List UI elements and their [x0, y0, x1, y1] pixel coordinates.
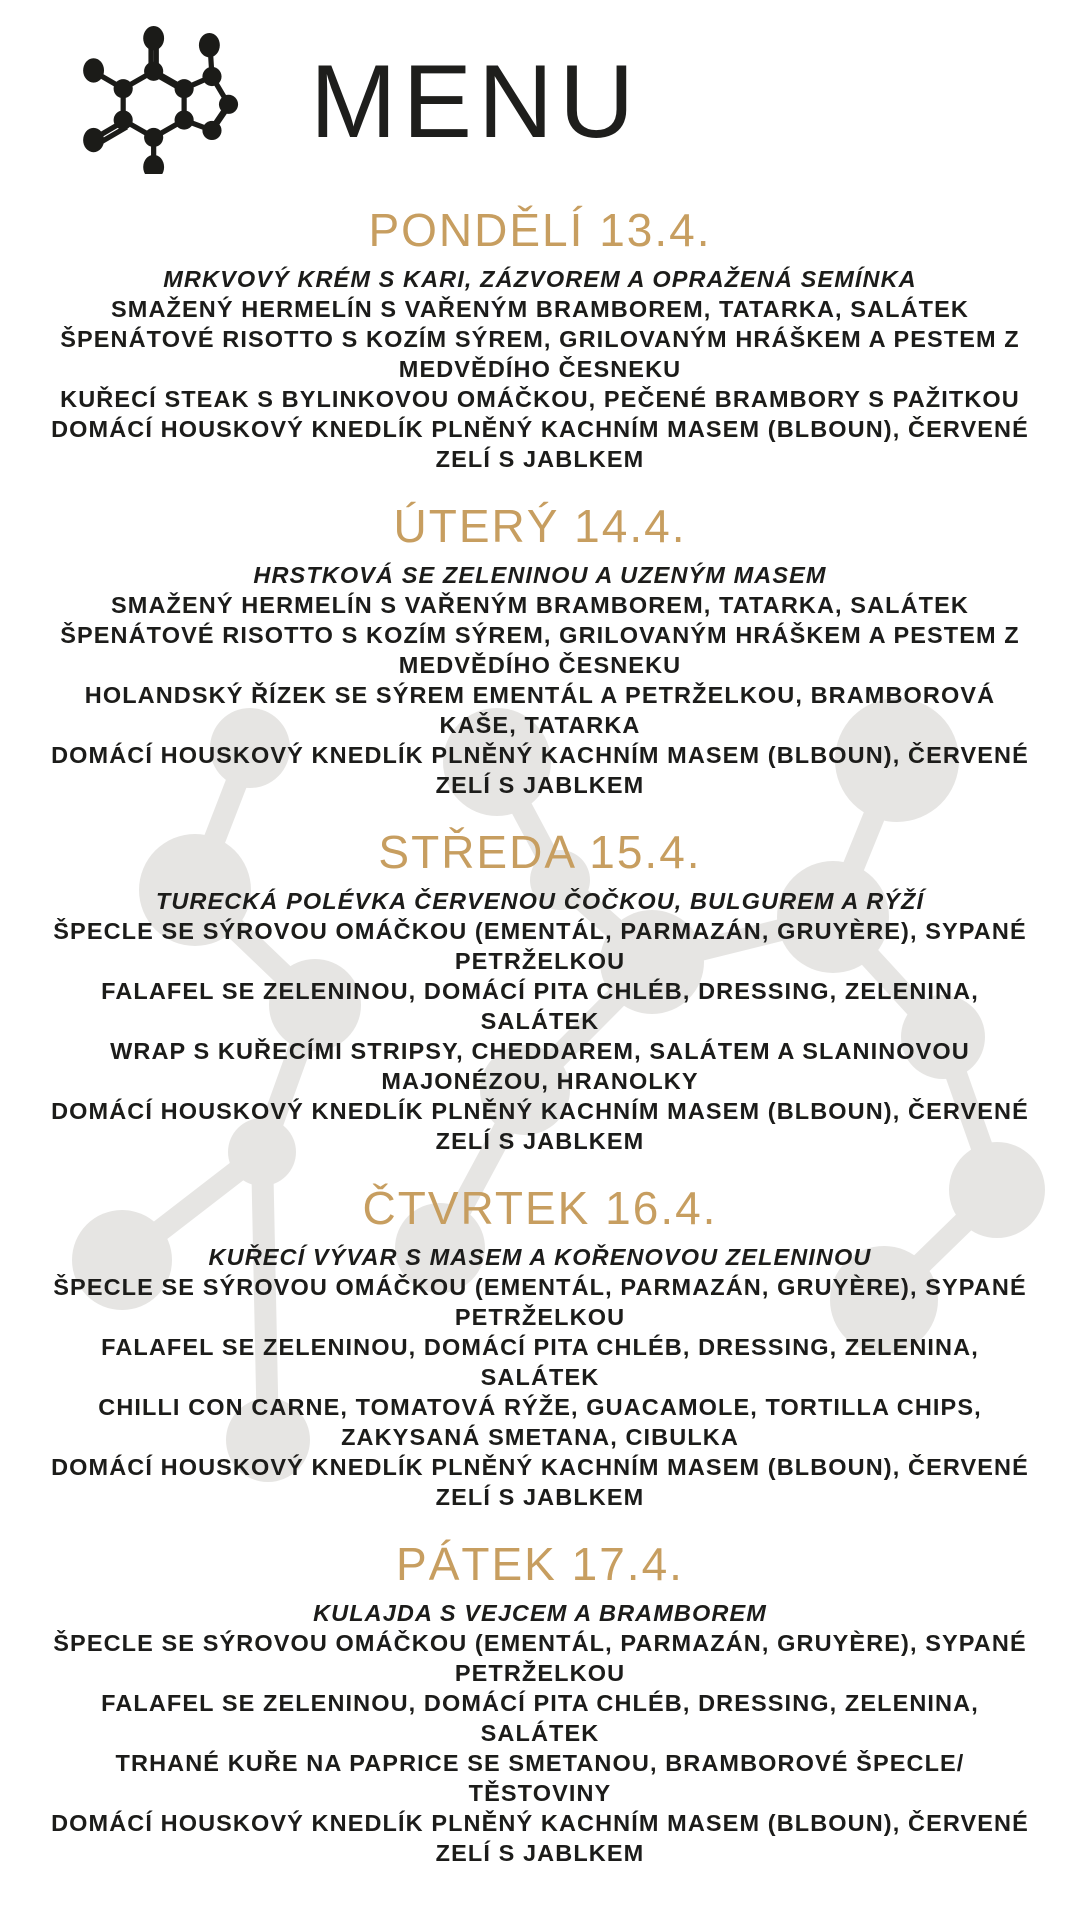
dish-line: ŠPENÁTOVÉ RISOTTO S KOZÍM SÝREM, GRILOVANÝM HRÁŠKEM A PESTEM Z MEDVĚDÍHO ČESNEKU [60, 326, 1020, 382]
dish-line: DOMÁCÍ HOUSKOVÝ KNEDLÍK PLNĚNÝ KACHNÍM MASEM (BLBOUN), ČERVENÉ ZELÍ S JABLKEM [51, 742, 1029, 798]
caffeine-molecule-icon [70, 26, 246, 179]
day-dish-list [50, 1242, 1030, 1512]
dish-line: DOMÁCÍ HOUSKOVÝ KNEDLÍK PLNĚNÝ KACHNÍM MASEM (BLBOUN), ČERVENÉ ZELÍ S JABLKEM [51, 1098, 1029, 1154]
soup-line: HRSTKOVÁ SE ZELENINOU A UZENÝM MASEM [253, 562, 827, 588]
soup-line: KUŘECÍ VÝVAR S MASEM A KOŘENOVOU ZELENINOU [208, 1244, 872, 1270]
dish-line: DOMÁCÍ HOUSKOVÝ KNEDLÍK PLNĚNÝ KACHNÍM MASEM (BLBOUN), ČERVENÉ ZELÍ S JABLKEM [51, 1454, 1029, 1510]
dish-line: KUŘECÍ STEAK S BYLINKOVOU OMÁČKOU, PEČENÉ BRAMBORY S PAŽITKOU [60, 386, 1020, 412]
dish-line: ŠPECLE SE SÝROVOU OMÁČKOU (EMENTÁL, PARMAZÁN, GRUYÈRE), SYPANÉ PETRŽELKOU [53, 1630, 1027, 1686]
day-dish-list [50, 560, 1030, 800]
dish-line: FALAFEL SE ZELENINOU, DOMÁCÍ PITA CHLÉB, DRESSING, ZELENINA, SALÁTEK [101, 1690, 979, 1746]
day-section-wednesday [50, 824, 1030, 1156]
dish-line: ŠPENÁTOVÉ RISOTTO S KOZÍM SÝREM, GRILOVANÝM HRÁŠKEM A PESTEM Z MEDVĚDÍHO ČESNEKU [60, 622, 1020, 678]
dish-line: ŠPECLE SE SÝROVOU OMÁČKOU (EMENTÁL, PARMAZÁN, GRUYÈRE), SYPANÉ PETRŽELKOU [53, 918, 1027, 974]
day-dish-list [50, 264, 1030, 474]
soup-line: KULAJDA S VEJCEM A BRAMBOREM [313, 1600, 767, 1626]
day-section-monday [50, 202, 1030, 474]
dish-line: SMAŽENÝ HERMELÍN S VAŘENÝM BRAMBOREM, TATARKA, SALÁTEK [111, 592, 969, 618]
dish-line: HOLANDSKÝ ŘÍZEK SE SÝREM EMENTÁL A PETRŽELKOU, BRAMBOROVÁ KAŠE, TATARKA [84, 682, 996, 738]
day-heading: PÁTEK 17.4. [396, 1538, 684, 1590]
day-dish-list [50, 886, 1030, 1156]
day-section-tuesday [50, 498, 1030, 800]
day-heading: ÚTERÝ 14.4. [393, 500, 687, 552]
header [50, 26, 1030, 178]
dish-line: FALAFEL SE ZELENINOU, DOMÁCÍ PITA CHLÉB, DRESSING, ZELENINA, SALÁTEK [101, 978, 979, 1034]
day-heading: STŘEDA 15.4. [378, 826, 702, 878]
dish-line: SMAŽENÝ HERMELÍN S VAŘENÝM BRAMBOREM, TATARKA, SALÁTEK [111, 296, 969, 322]
dish-line: WRAP S KUŘECÍMI STRIPSY, CHEDDAREM, SALÁTEM A SLANINOVOU MAJONÉZOU, HRANOLKY [110, 1038, 970, 1094]
day-heading: PONDĚLÍ 13.4. [368, 204, 712, 256]
day-heading: ČTVRTEK 16.4. [362, 1182, 718, 1234]
soup-line: MRKVOVÝ KRÉM S KARI, ZÁZVOREM A OPRAŽENÁ SEMÍNKA [163, 266, 917, 292]
dish-line: FALAFEL SE ZELENINOU, DOMÁCÍ PITA CHLÉB, DRESSING, ZELENINA, SALÁTEK [101, 1334, 979, 1390]
soup-line: TURECKÁ POLÉVKA ČERVENOU ČOČKOU, BULGUREM A RÝŽÍ [155, 888, 925, 914]
dish-line: DOMÁCÍ HOUSKOVÝ KNEDLÍK PLNĚNÝ KACHNÍM MASEM (BLBOUN), ČERVENÉ ZELÍ S JABLKEM [51, 1810, 1029, 1866]
dish-line: DOMÁCÍ HOUSKOVÝ KNEDLÍK PLNĚNÝ KACHNÍM MASEM (BLBOUN), ČERVENÉ ZELÍ S JABLKEM [51, 416, 1029, 472]
dish-line: TRHANÉ KUŘE NA PAPRICE SE SMETANOU, BRAMBOROVÉ ŠPECLE/ TĚSTOVINY [115, 1750, 965, 1806]
day-section-friday [50, 1536, 1030, 1868]
dish-line: CHILLI CON CARNE, TOMATOVÁ RÝŽE, GUACAMOLE, TORTILLA CHIPS, ZAKYSANÁ SMETANA, CIBULKA [98, 1394, 982, 1450]
day-section-thursday [50, 1180, 1030, 1512]
day-dish-list [50, 1598, 1030, 1868]
page-title: MENU [310, 44, 641, 160]
dish-line: ŠPECLE SE SÝROVOU OMÁČKOU (EMENTÁL, PARMAZÁN, GRUYÈRE), SYPANÉ PETRŽELKOU [53, 1274, 1027, 1330]
